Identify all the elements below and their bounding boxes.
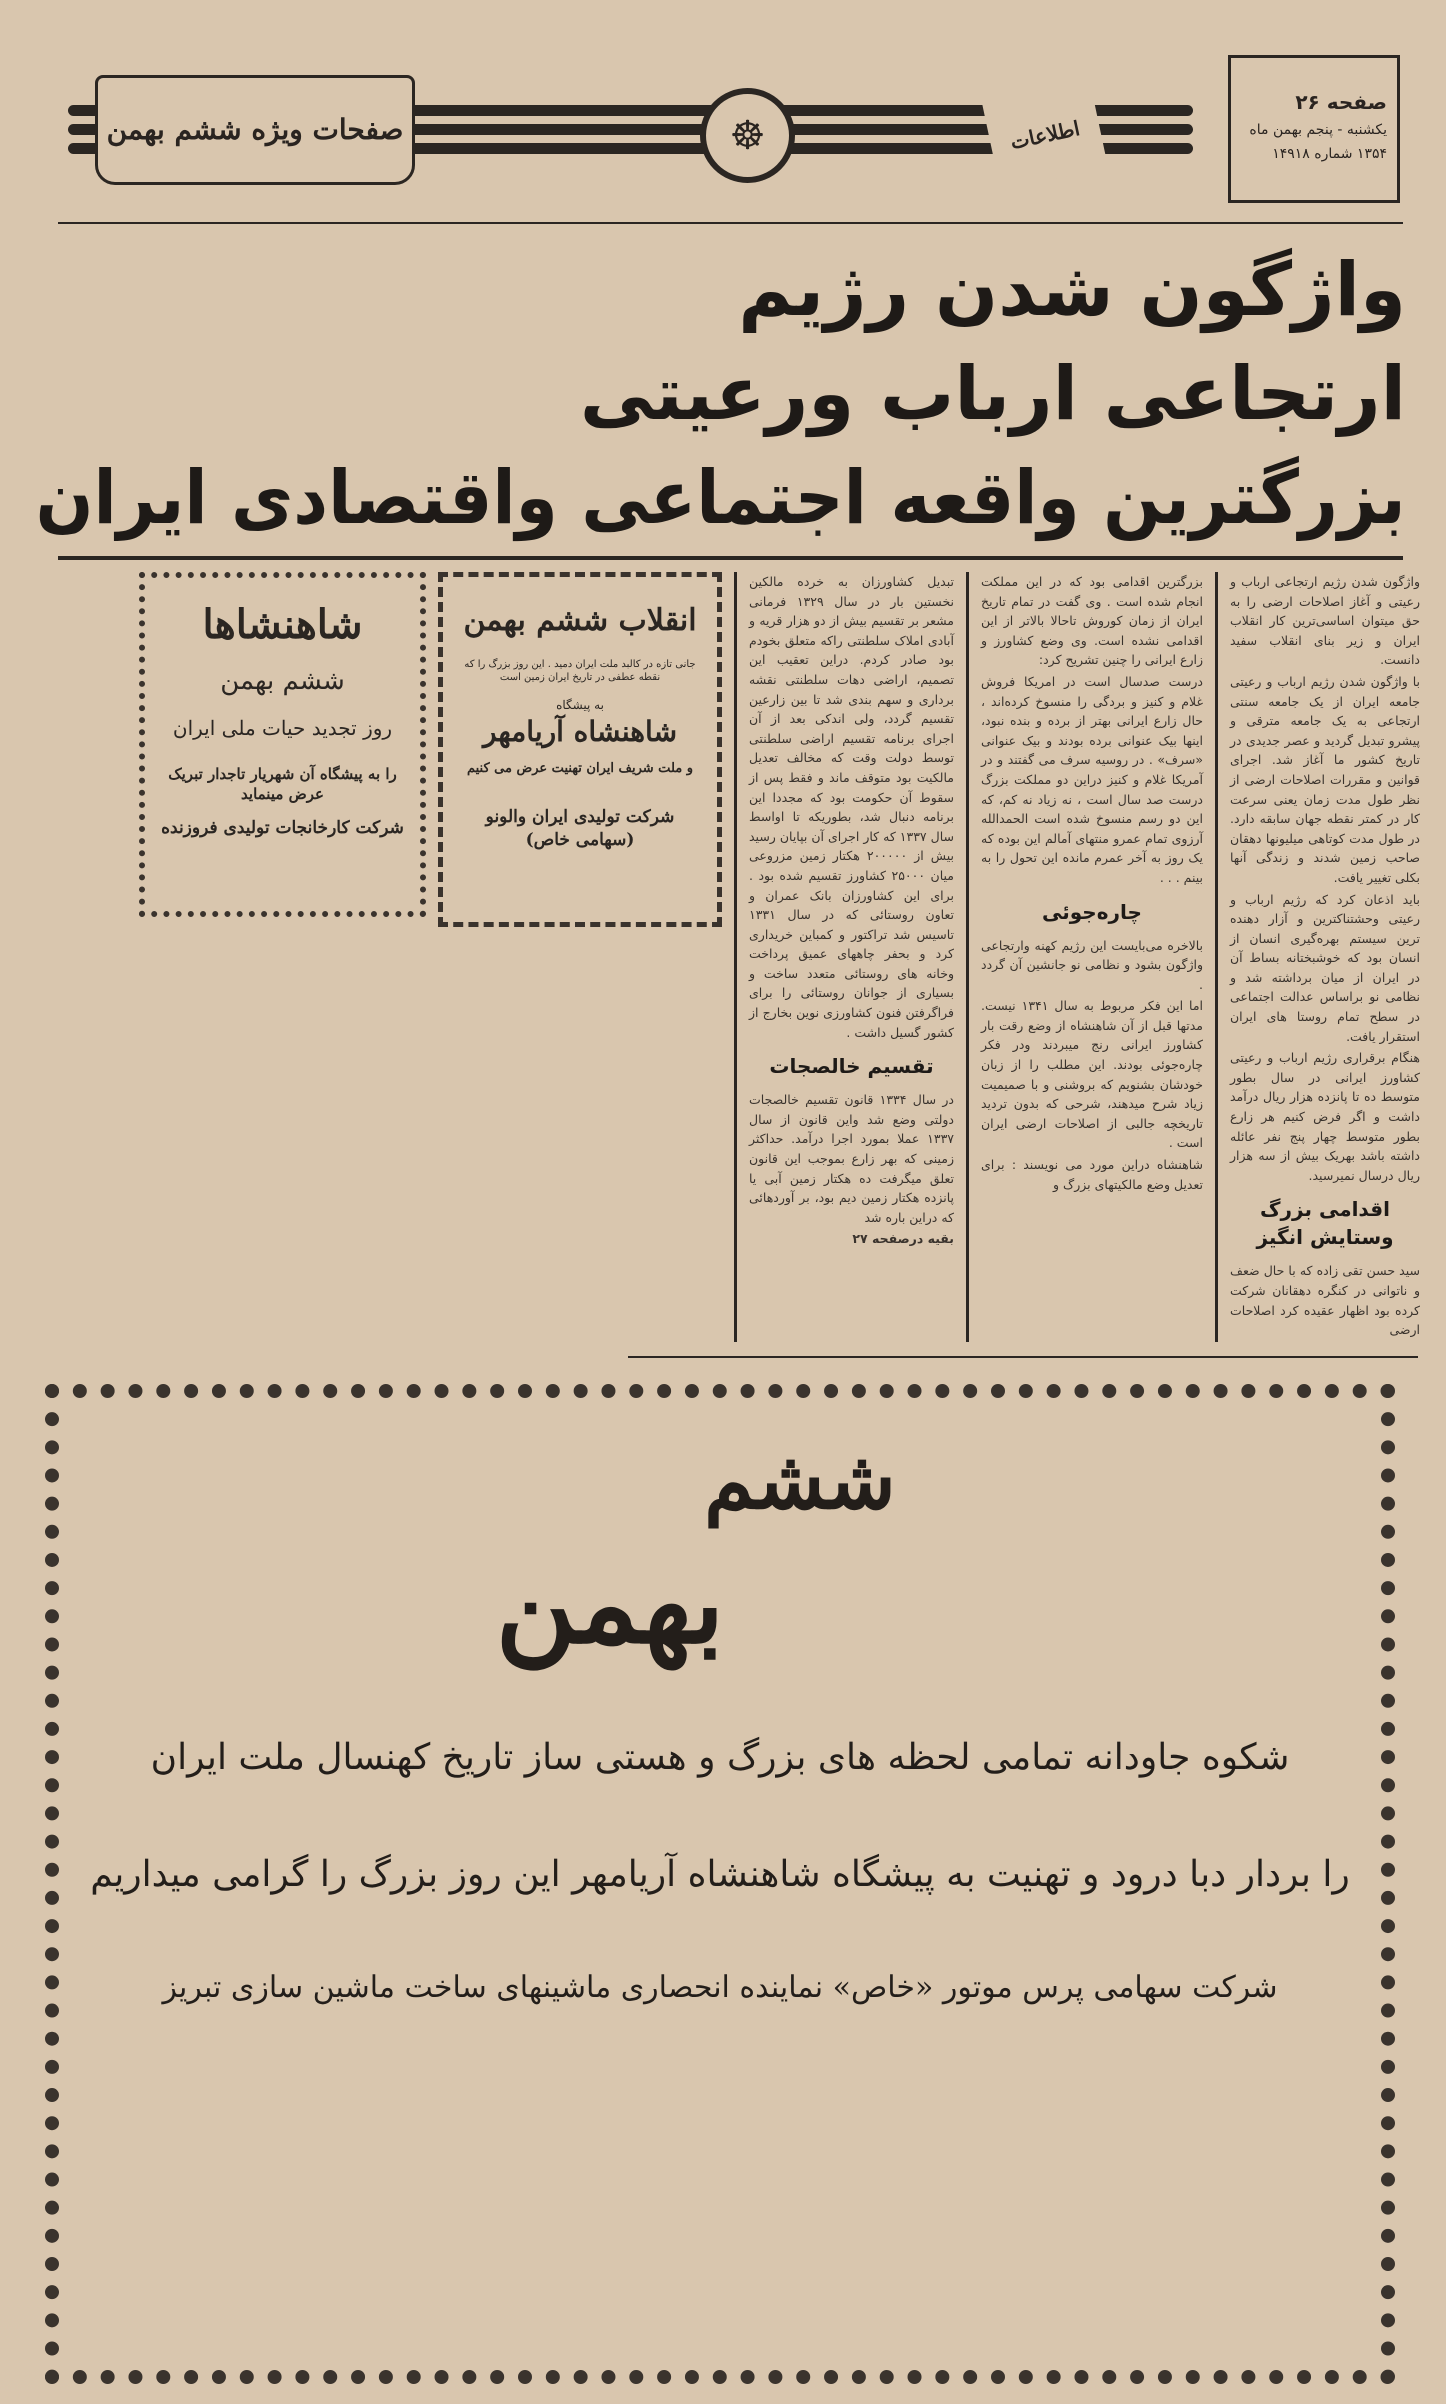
paragraph: در سال ۱۳۳۴ قانون تقسیم خالصجات دولتی وضع شد واین قانون از سال ۱۳۳۷ عملا بمورد اجرا درآمد. حداکثر زمینی که بهر زارع بموجب این قانون تعلق میگرفت ده هکتار زمین آبی یا پانزده هکتار زمین دیم بود، بر آوردهائی که دراین باره شد (749, 1092, 954, 1225)
paragraph: هنگام برقراری رژیم ارباب و رعیتی کشاورز ایرانی در سال بطور متوسط ده تا پانزده هزار ریال درآمد داشت و اگر فرض کنیم هر زارع بطور متوسط چهار پنج نفر عائله داشته باشد بهریک بیش از سه هزار ریال درسال نمیرسید. (1230, 1050, 1420, 1183)
ad-text: شکوه جاودانه تمامی لحظه های بزرگ و هستی ساز تاریخ کهنسال ملت ایران (150, 1736, 1290, 1778)
ad-sponsor: شرکت کارخانجات تولیدی فروزنده (161, 817, 404, 838)
ad-valvo (438, 572, 722, 927)
article-column-2 (981, 572, 1203, 1196)
ad-sponsor: شرکت سهامی پرس موتور «خاص» نماینده انحصاری ماشینهای ساخت ماشین سازی تبریز (162, 1970, 1278, 2006)
divider (58, 222, 1403, 224)
article-column-1 (1230, 572, 1420, 1342)
article-and-ads-row (28, 572, 1420, 1342)
paragraph: درست صدسال است در امریکا فروش غلام و کنیز و بردگی را منسوخ کرده‌اند ، حال زارع ایرانی بهتر از برده و بنده نبود، اینها بیک عنوانی برده بودند و بیک عنوانی «سرف» . در روسیه سرف می گفتند و در آمریکا غلام و کنیز دراین دو مملکت بزرگ درست صد سال است ، نه زیاد نه کم، که این دو رسم منسوخ شده است الحمدالله آرزوی تمام عمرو منتهای آمالم این بوده که یک روز به آخر عمرم مانده این تحول را به بینم . . . (981, 673, 1203, 885)
ad-text: ششم بهمن (220, 666, 345, 696)
page-number: صفحه ۲۶ (1295, 90, 1387, 114)
ad-text: شاهنشاه آریامهر (482, 714, 678, 748)
ornamental-border (45, 1384, 1395, 2384)
ad-forouzandeh (139, 572, 426, 917)
column-rule (1215, 572, 1218, 1342)
continued-note: بقیه درصفحه ۲۷ (852, 1231, 954, 1247)
ad-title: ششم (704, 1432, 896, 1527)
subheading: اقدامی بزرگ وستایش انگیز (1256, 1197, 1394, 1250)
date: یکشنبه - پنجم بهمن ماه (1249, 122, 1387, 138)
paragraph: اما این فکر مربوط به سال ۱۳۴۱ نیست. مدتها قبل از آن شاهنشاه از وضع رقت بار کشاورز ایرانی رنج میبردند ودر فکر چاره‌جوئی بودند. این مطلب را از زبان خودشان بشنویم که بروشنی و با صمیمیت زیاد شرح میدهند، شرحی که بدون تردید تاریخچه جالبی از اصلاحات ارضی ایران است . (981, 998, 1204, 1151)
paragraph: بزرگترین اقدامی بود که در این مملکت انجام شده است . وی گفت در تمام تاریخ ایران از زمان کوروش تاحالا بالاتر از این اقدامی نشده است. وی وضع کشاورز و زارع ایرانی را چنین تشریح کرد: (981, 574, 1203, 668)
paragraph: سید حسن تقی زاده که با حال ضعف و ناتوانی در کنگره دهقانان شرکت کرده بود اظهار عقیده کرد اصلاحات ارضی (1230, 1263, 1420, 1338)
ad-title: بهمن (495, 1538, 725, 1668)
ad-title: شاهنشاها (202, 601, 363, 648)
emblem-icon: ☸ (700, 88, 795, 183)
paragraph: شاهنشاه دراین مورد می نویسند : برای تعدیل وضع مالکیتهای بزرگ و (981, 1157, 1203, 1192)
headline (36, 238, 1406, 550)
paragraph: باید اذعان کرد که رژیم ارباب و رعیتی وحشتناکترین و آزار دهنده ترین سیستم بهره‌گیری انسان از انسان بود که خوشبختانه بساط آن در ایران از میان برداشته شد و نظامی نو براساس عدالت اجتماعی در سطح تمام روستا های ایران استقرار یافت. (1230, 891, 1420, 1044)
section-banner: صفحات ویژه ششم بهمن (95, 75, 415, 185)
ad-title: انقلاب ششم بهمن (463, 603, 697, 638)
date-box (1228, 55, 1400, 203)
paragraph: تبدیل کشاورزان به خرده مالکین نخستین بار در سال ۱۳۲۹ فرمانی مشعر بر تقسیم بیش از دو هزار قریه و آبادی املاک سلطنتی راکه متعلق بخودم بود صادر کردم. دراین تعقیب این تصمیم، اراضی دهات سلطنتی نقشه برداری و سهم بندی شد تا بین زارعین تقسیم گردد، ولی اندکی بعد از آن اجرای برنامه تقسیم اراضی سلطنتی توسط دولت وقت که مخالف تعدیل مالکیت بود متوقف ماند و فقط پس از سقوط آن حکومت بود که مجددا این برنامه دنبال شد، بطوریکه تا اواسط سال ۱۳۳۷ که کار اجرای آن بپایان رسید بیش از ۲۰۰۰۰۰ هکتار زمین مزروعی میان ۲۵۰۰۰ کشاورز تقسیم شده بود . برای این کشاورزان بانک عمران و تعاون روستائی که در سال ۱۳۳۱ تاسیس شد تراکتور و کمباین خریداری کرد و بحفر چاههای عمیق پرداخت وخانه های روستائی متعدد ساخت و بسیاری از جوانان روستائی را برای فراگرفتن فنون کشاورزی نوین بخارج از کشور گسیل داشت . (749, 574, 954, 1040)
headline-line: ارتجاعی ارباب ورعیتی (579, 351, 1406, 437)
article-column-3 (749, 572, 954, 1251)
ad-text: را به پیشگاه آن شهریار تاجدار تبریک عرض مینماید (168, 765, 397, 804)
issue-number: ۱۳۵۴ شماره ۱۴۹۱۸ (1272, 146, 1387, 162)
headline-line: واژگون شدن رژیم (738, 247, 1406, 333)
paragraph: بالاخره می‌بایست این رژیم کهنه وارتجاعی واژگون بشود و نظامی نو جانشین آن گردد . (981, 937, 1203, 992)
ad-text: روز تجدید حیات ملی ایران (172, 716, 393, 741)
newspaper-logo: اطلاعات (982, 80, 1108, 191)
paragraph: واژگون شدن رژیم ارتجاعی ارباب و رعیتی و آغاز اصلاحات ارضی را به حق میتوان اساسی‌ترین کار انقلاب ایران و زیر بنای انقلاب سفید دانست. (1230, 574, 1420, 668)
subheading: چاره‌جوئی (1042, 899, 1142, 924)
ad-text: را بردار دبا درود و تهنیت به پیشگاه شاهنشاه آریامهر این روز بزرگ را گرامی میداریم (90, 1853, 1350, 1895)
ad-press-motor (89, 1428, 1351, 2008)
divider (58, 556, 1403, 560)
ad-text: و ملت شریف ایران تهنیت عرض می کنیم (466, 761, 694, 777)
paragraph: با واژگون شدن رژیم ارباب و رعیتی جامعه ایران از یک جامعه سنتی ارتجاعی به یک جامعه مترقی و پیشرو تبدیل گردید و عصر جدیدی در تاریخ کشور ما آغاز شد. اجرای قوانین و مقررات اصلاحات ارضی از نظر طول مدت زمان یعنی سرعت کار در کمتر نقطه جهان سابقه دارد. در طول مدت کوتاهی میلیونها دهقان صاحب زمین شدند و زندگی آنها بکلی تغییر یافت. (1230, 673, 1420, 885)
masthead (0, 0, 1446, 222)
ad-text: جانی تازه در کالبد ملت ایران دمید . این روز بزرگ را که نقطه عطفی در تاریخ ایران زمین است (464, 658, 696, 683)
subheading: تقسیم خالصجات (769, 1054, 934, 1079)
column-rule (966, 572, 969, 1342)
column-rule (734, 572, 737, 1342)
ad-sponsor: شرکت تولیدی ایران والونو (سهامی خاص) (485, 807, 675, 850)
divider (628, 1356, 1418, 1358)
ad-text: به پیشگاه (556, 697, 604, 712)
headline-line: بزرگترین واقعه اجتماعی واقتصادی ایران (36, 455, 1406, 541)
